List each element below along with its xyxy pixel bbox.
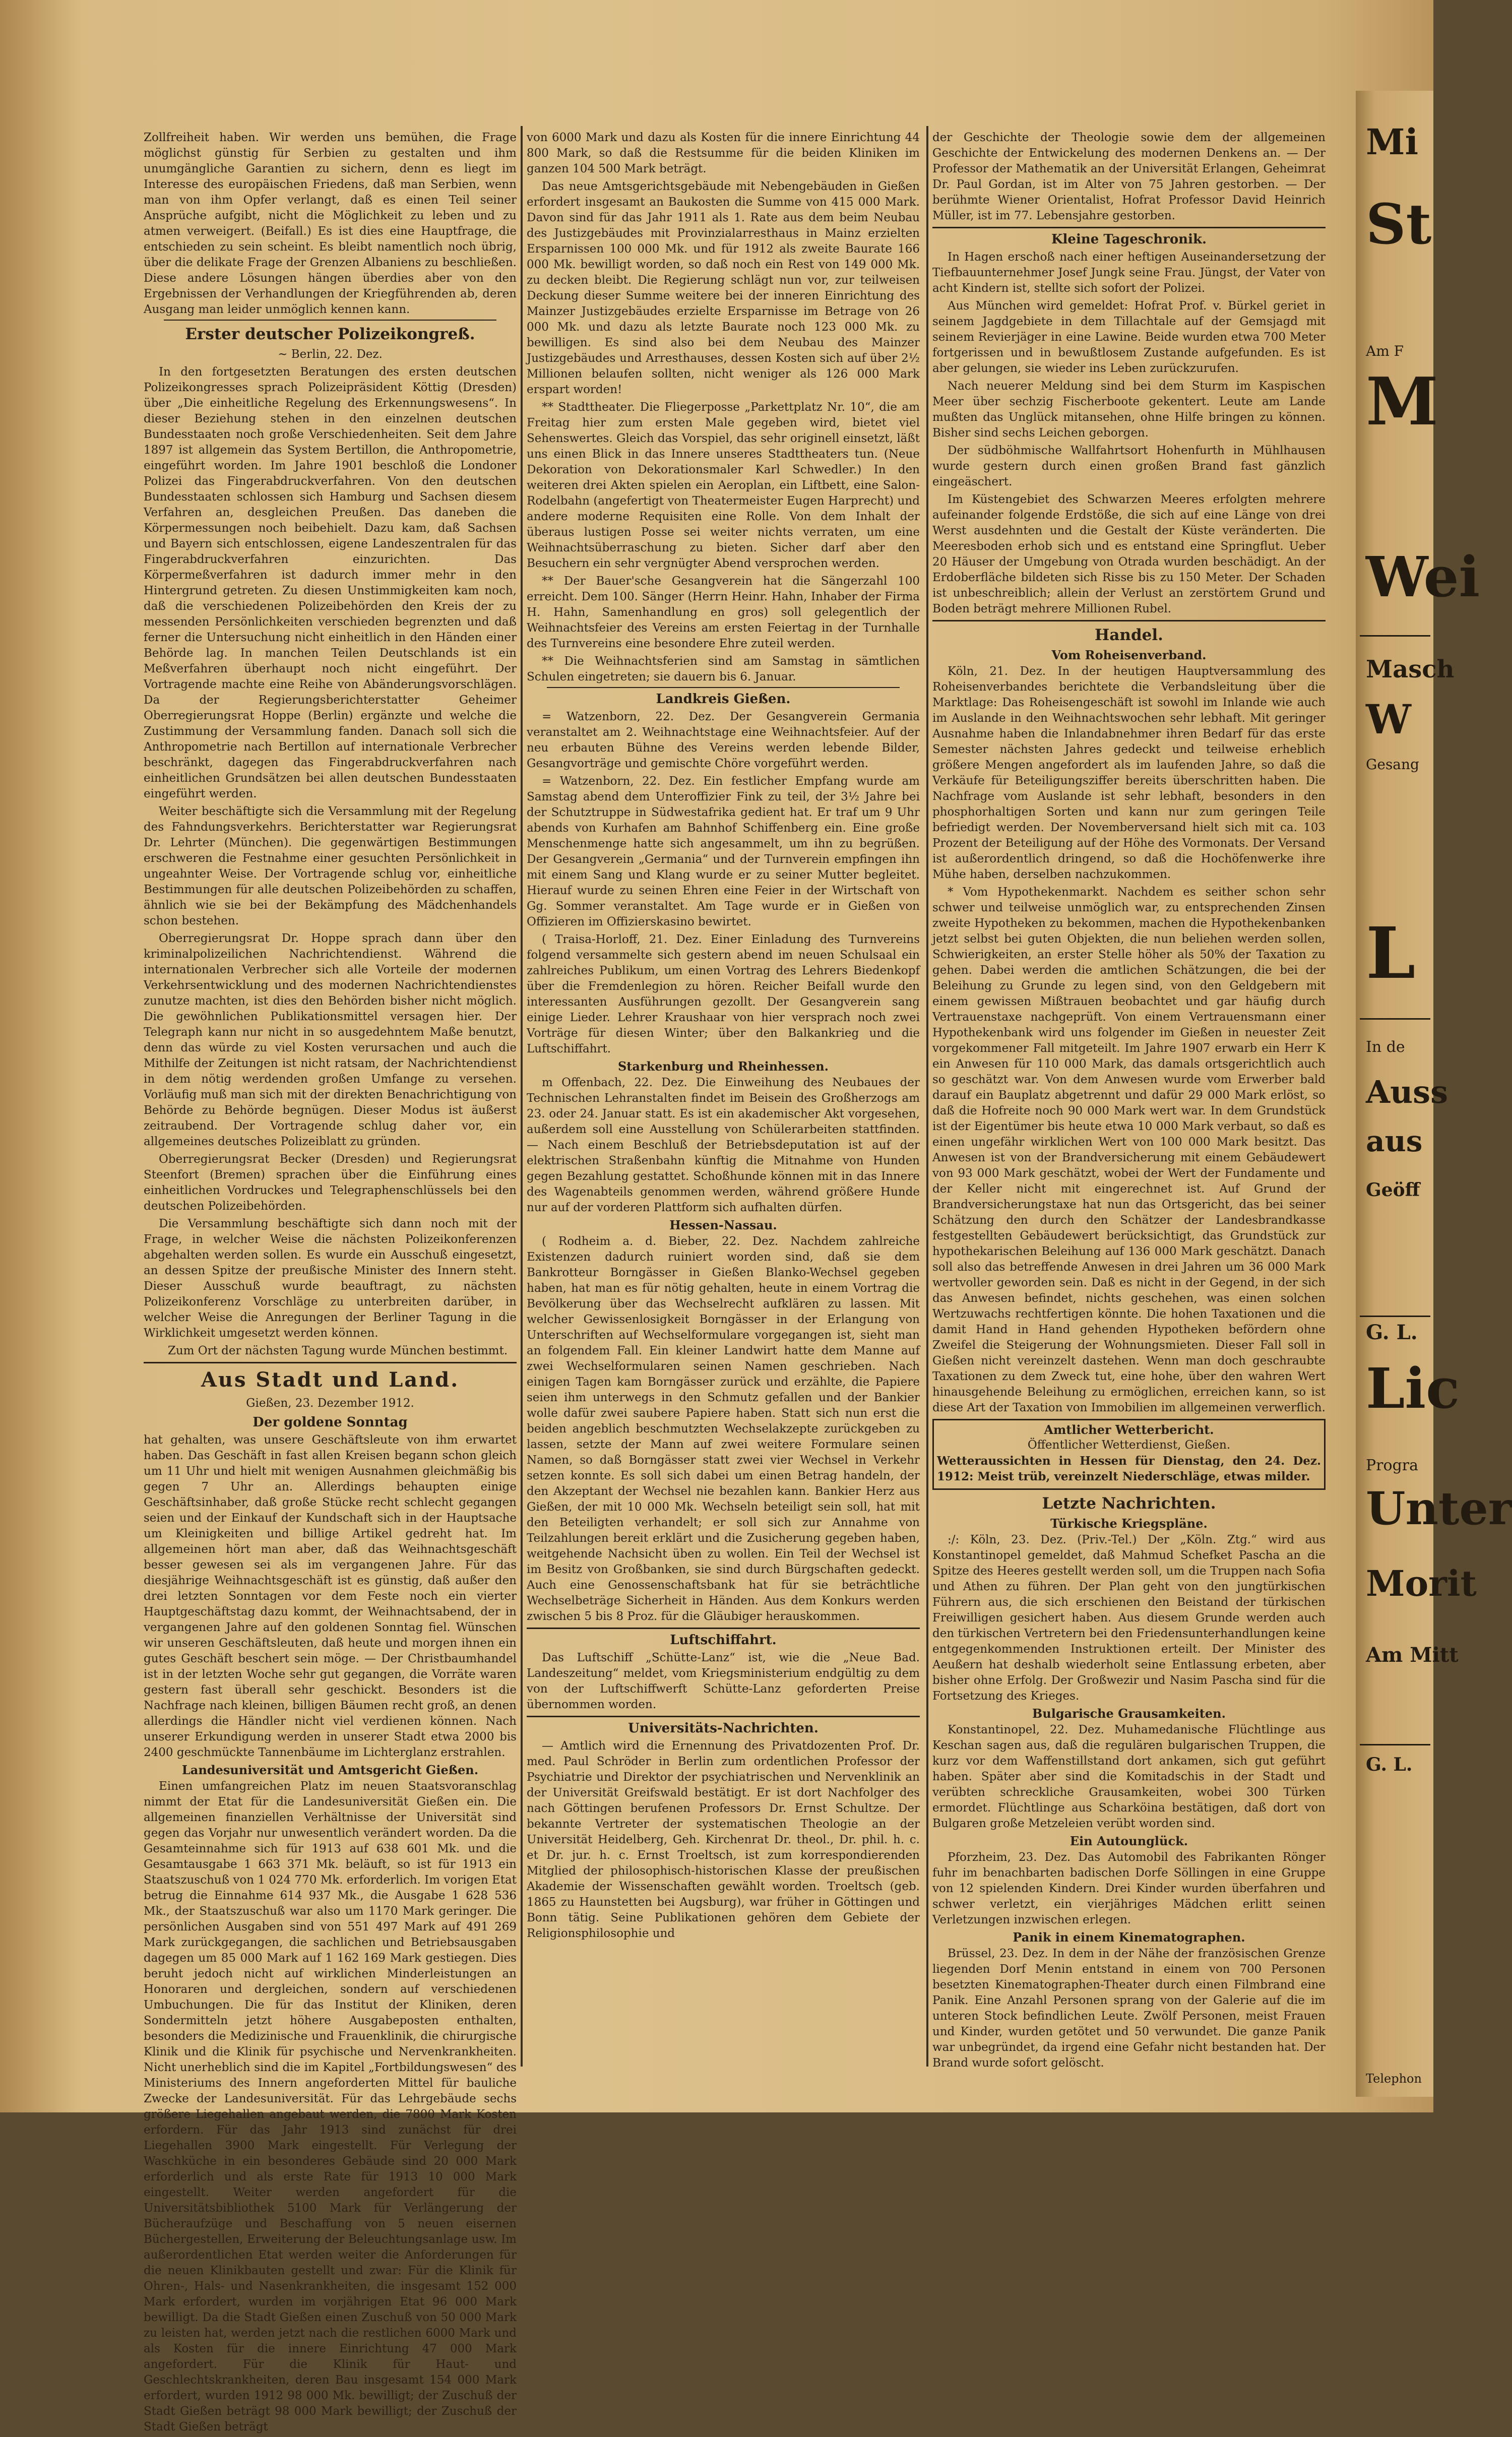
edge-text: Masch <box>1366 655 1455 683</box>
divider-thick <box>527 1628 920 1629</box>
edge-text: Progra <box>1366 1457 1419 1474</box>
col2-para-9: m Offenbach, 22. Dez. Die Einweihung des Neubaues der Technischen Lehranstalten findet im Beisein des Großherzogs am 23. oder 24. Januar statt. Es ist ein akademischer Akt vorgesehen, außerdem soll eine Ausstellung von Schülerarbeiten stattfinden. — Nach einem Beschluß der Betriebsdeputation ist auf der elektrischen Straßenbahn künftig die Mitnahme von Hunden gegen Bezahlung gestattet. Schoßhunde können mit in das Innere des Wagenabteils genommen werden, während größere Hunde nur auf der vorderen Plattform sich aufhalten dürfen. <box>527 1076 920 1214</box>
col2-para-8: ( Traisa-Horloff, 21. Dez. Einer Einladung des Turnvereins folgend versammelte sich gestern abend im neuen Schulsaal ein zahlreiches Publikum, um einen Vortrag des Lehrers Biedenkopf über die Fremdenlegion zu hören. Reicher Beifall wurde den interessanten Ausführungen gezollt. Der Gesangverein sang einige Lieder. Lehrer Kraushaar von hier versprach noch zwei Vorträge für diesen Winter; über den Balkankrieg und die Luftschiffahrt. <box>527 933 920 1055</box>
column-3 <box>932 130 1326 2073</box>
edge-text: M <box>1366 363 1438 440</box>
col3-para-12: Brüssel, 23. Dez. In dem in der Nähe der französischen Grenze liegenden Dorf Menin entstand in einem von 700 Personen besetzten Kinematographen-Theater durch einen Filmbrand eine Panik. Eine Anzahl Personen sprang von der Galerie auf die im unteren Stock befindlichen Leute. Zwölf Personen, meist Frauen und Kinder, wurden getötet und 50 verwundet. Die ganze Panik war unbegründet, da irgend eine Gefahr nicht bestanden hat. Der Brand wurde sofort gelöscht. <box>932 1947 1326 2070</box>
col3-para-3: Aus München wird gemeldet: Hofrat Prof. v. Bürkel geriet in seinem Jagdgebiete in dem Tillachtale auf der Gemsjagd mit seinem Revierjäger in eine Lawine. Beide wurden etwa 700 Meter fortgerissen und in bewußtlosem Zustande aufgefunden. Es ist aber gelungen, sie wieder ins Leben zurückzurufen. <box>932 299 1326 375</box>
col2-para-7: = Watzenborn, 22. Dez. Ein festlicher Empfang wurde am Samstag abend dem Unteroffizier Fink zu teil, der 3½ Jahre bei der Schutztruppe in Südwestafrika gedient hat. Er traf um 9 Uhr abends von Kurhafen am Bahnhof Schiffenberg ein. Eine große Menschenmenge hatte sich angesammelt, um ihn zu begrüßen. Der Gesangverein „Germania“ und der Turnverein empfingen ihn mit einem Sang und Klang wurde er zu seiner Mutter begleitet. Hierauf wurde zu seinen Ehren eine Feier in der Wirtschaft von Gg. Sommer veranstaltet. Am Tage wurde er in Gießen von Offizieren im Offizierskasino bewirtet. <box>527 775 920 928</box>
dateline-giessen: Gießen, 23. Dezember 1912. <box>246 1397 414 1410</box>
edge-text: Am F <box>1366 343 1404 359</box>
col3-para-8: * Vom Hypothekenmarkt. Nachdem es seither schon sehr schwer und teilweise unmöglich war, zu entsprechenden Zinsen zweite Hypotheken zu bekommen, machen die Hypothekenbanken jetzt selbst bei guten Objekten, die nun beliehen werden sollen, Schwierigkeiten, an erster Stelle höher als 50% der Taxation zu gehen. Dabei werden die amtlichen Schätzungen, die bei der Beleihung zu Grunde zu legen sind, von den Geldgebern mit einem gewissen Mißtrauen beobachtet und gar häufig durch Vertrauenstaxe nachgeprüft. Von einem Vertrauensmann einer Hypothekenbank wird uns folgender im Gießen in neuester Zeit vorgekommener Fall mitgeteilt. Im Jahre 1907 erwarb ein Herr K ein Anwesen für 110 000 Mark, das damals ortsgerichtlich auch so geschätzt war. Von dem Anwesen wurde vom Erwerber bald darauf ein Bauplatz abgetrennt und dafür 29 000 Mark erlöst, so daß die Hofreite noch 90 000 Mark wert war. In dem Grundstück ist der Eigentümer bis heute etwa 10 000 Mark verbaut, so daß es einen ungefähr wirklichen Wert von 100 000 Mark besitzt. Das Anwesen ist von der Brandversicherung mit einem Gebäudewert von 93 000 Mark geschätzt, wobei der Wert der Fundamente und der Keller nicht mit eingerechnet ist. Auf Grund der Brandversicherungstaxe hat nun das Ortsgericht, das bei seiner Schätzung den durch den Schätzer der Landesbrandkasse festgestellten Gebäudewert berücksichtigt, das Grundstück zur hypothekarischen Beleihung auf 136 000 Mark geschätzt. Danach soll also das betreffende Anwesen in drei Jahren um 36 000 Mark wertvoller geworden sein. Daß es nicht in der Gegend, in der sich das Anwesen befindet, nichts geschehen, was einen solchen Wertzuwachs rechtfertigen könnte. Die hohen Taxationen und die damit Hand in Hand gehenden Hypotheken befördern ohne Zweifel die Steigerung der Wohnungsmieten. Dieser Fall soll in Gießen nicht vereinzelt dastehen. Wenn man doch geschraubte Taxationen zu dem Zweck tut, eine hohe, über den wahren Wert hinausgehende Beleihung zu ermöglichen, erreichen kann, so ist diese Art der Taxation von Immobilien im allgemeinen verwerflich. <box>932 886 1326 1414</box>
headline-wetterbericht: Amtlicher Wetterbericht. <box>1044 1422 1214 1437</box>
edge-rule <box>1360 1744 1430 1745</box>
col2-para-12: — Amtlich wird die Ernennung des Privatdozenten Prof. Dr. med. Paul Schröder in Berlin zum ordentlichen Professor der Psychiatrie und Direktor der psychiatrischen und Nervenklinik an der Universität Greifswald bestätigt. Er ist dort Nachfolger des nach Göttingen berufenen Professors Dr. Ernst Schultze. Der bekannte Vertreter der systematischen Theologie an der Universität Heidelberg, Geh. Kirchenrat Dr. theol., Dr. phil. h. c. et Dr. jur. h. c. Ernst Troeltsch, ist zum korrespondierenden Mitglied der philosophisch-historischen Klasse der preußischen Akademie der Wissenschaften gewählt worden. Troeltsch (geb. 1865 zu Haunstetten bei Augsburg), war früher in Göttingen und Bonn tätig. Seine Publikationen gehören dem Gebiete der Religionsphilosophie und <box>527 1739 920 1940</box>
col3-para-1: der Geschichte der Theologie sowie dem der allgemeinen Geschichte der Entwickelung des modernen Denkens an. — Der Professor der Mathematik an der Universität Erlangen, Geheimrat Dr. Paul Gordan, ist im Alter von 75 Jahren gestorben. — Der berühmte Wiener Orientalist, Hofrat Professor David Heinrich Müller, ist im 77. Lebensjahre gestorben. <box>932 131 1326 222</box>
divider <box>547 687 900 688</box>
headline-roheisenverband: Vom Roheisenverband. <box>1051 648 1207 662</box>
edge-text: Mi <box>1366 121 1419 163</box>
col1-para-8: hat gehalten, was unsere Geschäftsleute von ihm erwartet haben. Das Geschäft in fast allen Kreisen begann schon gleich um 11 Uhr und hielt mit wenigen Ausnahmen gleichmäßig bis gegen 7 Uhr an. Allerdings behaupten einige Geschäftsinhaber, daß große Stücke recht schlecht gegangen seien und der Einkauf der Kundschaft sich in der Hauptsache um Kleinigkeiten und billige Artikel gedreht hat. Im allgemeinen hört man aber, daß das Weihnachtsgeschäft besser gewesen sei als im vergangenen Jahre. Für das diesjährige Weihnachtsgeschäft ist es günstig, daß außer den drei letzten Sonntagen vor dem Feste noch ein vierter Hauptgeschäftstag dazu kommt, der Weihnachtsabend, der in vergangenen Jahre auf den goldenen Sonntag fiel. Wünschen wir unseren Geschäftsleuten, daß heute und morgen ihnen ein gutes Geschäft beschert sein möge. — Der Christbaumhandel ist in der letzten Woche sehr gut gegangen, die Vorräte waren gestern fast überall sehr geschickt. Besonders ist die Nachfrage nach kleinen, billigen Bäumen recht groß, an denen allerdings die Händler nicht viel verdienen können. Nach unserer Erkundigung werden in unserer Stadt etwa 2000 bis 2400 geschmückte Tannenbäume im Lichterglanz erstrahlen. <box>144 1433 517 1759</box>
edge-text: Gesang <box>1366 756 1419 773</box>
headline-landkreis: Landkreis Gießen. <box>656 692 791 707</box>
col3-para-5: Der südböhmische Wallfahrtsort Hohenfurth in Mühlhausen wurde gestern durch einen großen Brand fast gänzlich eingeäschert. <box>932 444 1326 488</box>
col2-para-10: ( Rodheim a. d. Bieber, 22. Dez. Nachdem zahlreiche Existenzen dadurch ruiniert worden sind, daß sie dem Bankrotteur Borngässer in Gießen Blanko-Wechsel gegeben haben, hat man es für nötig gehalten, heute in einem Vortrag die Bevölkerung über das Wechselrecht aufklären zu lassen. Mit welcher Gewissenlosigkeit Borngässer in der Erlangung von Unterschriften auf Wechselformulare vorgegangen ist, sieht man an folgendem Fall. Ein kleiner Landwirt hatte dem Manne auf zwei Wechselformularen seinen Namen geschrieben. Nach einigen Tagen kam Borngässer zurück und erzählte, die Papiere seien ihm unterwegs in den Schmutz gefallen und der Bankier wolle dafür zwei saubere Papiere haben. Statt sich nun erst die beiden angeblich beschmutzten Wechselakzepte zurückgeben zu lassen, setzte der Mann auf zwei weitere Formulare seinen Namen, so daß Borngässer statt zwei vier Wechsel in Verkehr setzen konnte. Es soll sich dabei um einen Betrag handeln, der den Akzeptant der Wechsel nie bezahlen kann. Bankier Herz aus Gießen, der mit 10 000 Mk. Wechseln beteiligt sein soll, hat mit den Beteiligten verhandelt; er soll sich zur Annahme von Teilzahlungen bereit erklärt und die Zusicherung gegeben haben, weitgehende Nachsicht üben zu wollen. Ein Teil der Wechsel ist im Besitz von Großbanken, sie sind durch Bürgschaften gedeckt. Auch eine Genossenschaftsbank hat für sie beträchtliche Wechselbeträge Sicherheit in Händen. Aus dem Konkurs werden zwischen 5 bis 8 Proz. für die Gläubiger herauskommen. <box>527 1235 920 1623</box>
column-1 <box>144 130 517 2437</box>
divider-thick <box>932 620 1326 621</box>
col2-para-2: Das neue Amtsgerichtsgebäude mit Nebengebäuden in Gießen erfordert insgesamt an Baukosten die Summe von 415 000 Mark. Davon sind für das Jahr 1911 als 1. Rate aus dem beim Neubau des Justizgebäudes mit Provinzialarresthaus in Mainz erzielten Ersparnissen 100 000 Mk. und für 1912 als zweite Baurate 166 000 Mk. bewilligt worden, so daß noch ein Rest von 149 000 Mk. zu decken bleibt. Die Regierung schlägt nun vor, zur teilweisen Deckung dieser Summe weitere bei der inneren Einrichtung des Mainzer Justizgebäudes erzielte Ersparnisse im Betrage von 26 000 Mk. und dazu als letzte Baurate noch 123 000 Mk. zu bewilligen. Es sind also bei dem Neubau des Mainzer Justizgebäudes und Arresthauses, dessen Kosten sich auf über 2½ Millionen belaufen sollten, nicht weniger als 126 000 Mark erspart worden! <box>527 180 920 396</box>
col2-para-11: Das Luftschiff „Schütte-Lanz“ ist, wie die „Neue Bad. Landeszeitung“ meldet, vom Kriegsministerium endgültig zu dem von der Luftschiffwerft Schütte-Lanz geforderten Preise übernommen worden. <box>527 1651 920 1711</box>
section-handel: Handel. <box>1095 626 1163 644</box>
headline-grausamkeiten: Bulgarische Grausamkeiten. <box>1032 1706 1226 1721</box>
col1-para-serbia: Zollfreiheit haben. Wir werden uns bemühen, die Frage möglichst günstig für Serbien zu gestalten und ihm unumgängliche Garantien zu sichern, denn es liegt im Interesse des europäischen Friedens, daß man Serbien, wenn man von ihm Opfer verlangt, daß es einen Teil seiner Ansprüche aufgibt, nicht die Möglichkeit zu leben und zu atmen verweigert. (Beifall.) Es ist dies eine Hauptfrage, die entschieden zu sein scheint. Es bleibt namentlich noch übrig, über die delikate Frage der Grenzen Albaniens zu beschließen. Diese andere Lösungen hängen überdies aber von den Ergebnissen der Verhandlungen der Kriegführenden ab, deren Ausgang man leider unmöglich kennen kann. <box>144 131 517 316</box>
headline-luftschiffahrt: Luftschiffahrt. <box>670 1633 777 1648</box>
headline-goldene-sonntag: Der goldene Sonntag <box>253 1415 408 1430</box>
headline-kleine-tageschronik: Kleine Tageschronik. <box>1051 232 1207 247</box>
adjacent-page-edge <box>1356 91 1512 2097</box>
edge-text: Geöff <box>1366 1179 1420 1201</box>
col3-para-4: Nach neuerer Meldung sind bei dem Sturm im Kaspischen Meer über sechzig Fischerboote gekentert. Leute am Lande mußten das Unglück mitansehen, ohne Hilfe bringen zu können. Bisher sind sechs Leichen geborgen. <box>932 380 1326 440</box>
headline-panik: Panik in einem Kinematographen. <box>1013 1930 1245 1945</box>
edge-text: W <box>1366 696 1411 743</box>
edge-text: aus <box>1366 1124 1423 1158</box>
column-rule-1 <box>521 126 523 2067</box>
col1-para-6: Die Versammlung beschäftigte sich dann noch mit der Frage, in welcher Weise die nächsten Polizeikonferenzen abgehalten werden sollen. Es wurde ein Ausschuß eingesetzt, an dessen Spitze der preußische Minister des Innern steht. Dieser Ausschuß wurde beauftragt, zu nächsten Polizeikonferenz Vorschläge zu unterbreiten darüber, in welcher Weise die Anregungen der Berliner Tagung in die Wirklichkeit umgesetzt werden können. <box>144 1217 517 1340</box>
column-rule-2 <box>926 126 928 2067</box>
col1-para-3: Weiter beschäftigte sich die Versammlung mit der Regelung des Fahndungsverkehrs. Berichterstatter war Regierungsrat Dr. Lehrter (München). Die gegenwärtigen Bestimmungen erschweren die Festnahme einer gesuchten Persönlichkeit in ungeahnter Weise. Der Vortragende schlug vor, einheitliche Bestimmungen für alle deutschen Polizeibehörden zu schaffen, ähnlich wie sie bei der Bekämpfung des Mädchenhandels schon bestehen. <box>144 805 517 927</box>
col2-para-5: ** Die Weihnachtsferien sind am Samstag in sämtlichen Schulen eingetreten; sie dauern bis 6. Januar. <box>527 655 920 683</box>
edge-text: Telephon <box>1366 2072 1422 2086</box>
edge-rule <box>1360 1316 1430 1317</box>
weather-subtitle: Öffentlicher Wetterdienst, Gießen. <box>1027 1439 1231 1452</box>
col3-para-9: :/: Köln, 23. Dez. (Priv.-Tel.) Der „Köln. Ztg.“ wird aus Konstantinopel gemeldet, daß Mahmud Schefket Pascha an die Spitze des Heeres gestellt werden soll, um die Truppen nach Sofia und Athen zu führen. Der Plan geht von den jungtürkischen Führern aus, die sich erschienen den Beistand der türkischen Freiwilligen gesichert haben. Aus diesem Grunde werden auch den türkischen Vertretern bei den Friedensunterhandlungen keine entgegenkommenden Instruktionen erteilt. Der Minister des Aeußern hat deshalb wiederholt seine Entlassung erbeten, aber bisher ohne Erfolg. Der Großwezir und Nasim Pascha sind für die Fortsetzung des Krieges. <box>932 1533 1326 1703</box>
edge-text: G. L. <box>1366 1754 1413 1775</box>
headline-hessen-nassau: Hessen-Nassau. <box>669 1218 777 1232</box>
col1-para-7: Zum Ort der nächsten Tagung wurde München bestimmt. <box>167 1344 508 1357</box>
edge-text: Morit <box>1366 1563 1477 1604</box>
headline-universitaets-nachrichten: Universitäts-Nachrichten. <box>628 1721 818 1736</box>
headline-landesuniversitaet: Landesuniversität und Amtsgericht Gießen. <box>181 1763 479 1777</box>
edge-text: Unter <box>1366 1482 1512 1535</box>
weather-text: Wetteraussichten in Hessen für Dienstag, den 24. Dez. 1912: Meist trüb, vereinzelt Niederschläge, etwas milder. <box>937 1454 1321 1483</box>
col3-para-10: Konstantinopel, 22. Dez. Muhamedanische Flüchtlinge aus Keschan sagen aus, daß die regulären bulgarischen Truppen, die kurz vor dem Waffenstillstand dort ankamen, sich gut geführt haben. Später aber sind die Komitadschis in der Stadt und verübten schreckliche Grausamkeiten, wobei 300 Türken ermordet. Flüchtlinge aus Scharköina bestätigen, daß dort von Bulgaren große Metzeleien verübt worden sind. <box>932 1723 1326 1830</box>
edge-text: G. L. <box>1366 1321 1418 1344</box>
weather-box <box>932 1419 1326 1490</box>
divider-thick <box>527 1716 920 1717</box>
headline-kriegsplaene: Türkische Kriegspläne. <box>1050 1516 1208 1531</box>
col1-para-9: Einen umfangreichen Platz im neuen Staatsvoranschlag nimmt der Etat für die Landesuniversität Gießen ein. Die allgemeinen finanziellen Verhältnisse der Universität sind gegen das Vorjahr nur unwesentlich verändert worden. Da die Gesamteinnahme sich für 1913 auf 638 601 Mk. und die Gesamtausgabe 1 663 371 Mk. beläuft, so ist für 1913 ein Staatszuschuß von 1 024 770 Mk. erforderlich. Im vorigen Etat betrug die Einnahme 614 937 Mk., die Ausgabe 1 628 536 Mk., der Staatszuschuß war also um 1170 Mark geringer. Die persönlichen Ausgaben sind von 551 497 Mark auf 491 269 Mark zurückgegangen, die sachlichen und Betriebsausgaben dagegen um 85 000 Mark auf 1 162 169 Mark gestiegen. Dies beruht jedoch nicht auf wirklichen Minderleistungen an Honoraren und dergleichen, sondern auf verschiedenen Umbuchungen. Die für das Institut der Kliniken, deren Sondermitteln jetzt höhere Ausgabeposten enthalten, besonders die Medizinische und Frauenklinik, die chirurgische Klinik und die Klinik für psychische und Nervenkrankheiten. Nicht unerheblich sind die im Kapitel „Fortbildungswesen“ des Ministeriums des Innern angeforderten Mittel für bauliche Zwecke der Landesuniversität. Für das Lehrgebäude sechs größere Liegehallen angebaut werden, die 7800 Mark Kosten erfordern. Für das Jahr 1913 sind zunächst für drei Liegehallen 3900 Mark eingestellt. Für Verlegung der Waschküche in ein besonderes Gebäude sind 20 000 Mark erforderlich und als erste Rate für 1913 10 000 Mark eingestellt. Weiter werden angefordert für die Universitätsbibliothek 5100 Mark für Verlängerung der Bücheraufzüge und Beschaffung von 5 neuen eisernen Büchergestellen, Erweiterung der Beleuchtungsanlage usw. Im außerordentlichen Etat werden weiter die Anforderungen für die neuen Klinikbauten gestellt und zwar: Für die Klinik für Ohren-, Hals- und Nasenkrankheiten, die insgesamt 152 000 Mark erfordert, wurden im vorjährigen Etat 96 000 Mark bewilligt. Da die Stadt Gießen einen Zuschuß von 50 000 Mark zu leisten hat, werden jetzt nach die restlichen 6000 Mark und als Kosten für die innere Einrichtung 47 000 Mark angefordert. Für die Klinik für Haut- und Geschlechtskrankheiten, deren Bau insgesamt 154 000 Mark erfordert, wurden 1912 98 000 Mk. bewilligt; der Zuschuß der Stadt Gießen beträgt 98 000 Mark bewilligt; der Zuschuß der Stadt Gießen beträgt <box>144 1780 517 2433</box>
col2-para-4: ** Der Bauer'sche Gesangverein hat die Sängerzahl 100 erreicht. Dem 100. Sänger (Herrn Heinr. Hahn, Inhaber der Firma H. Hahn, Samenhandlung en gros) soll gelegentlich der Weihnachtsfeier des Vereins am ersten Feiertag in der Turnhalle des Turnvereins eine besondere Ehre zuteil werden. <box>527 575 920 650</box>
edge-text: L <box>1366 912 1416 995</box>
edge-rule <box>1360 1018 1430 1020</box>
edge-text: In de <box>1366 1038 1405 1056</box>
headline-autounglueck: Ein Autounglück. <box>1069 1834 1188 1848</box>
col2-para-3: ** Stadttheater. Die Fliegerposse „Parkettplatz Nr. 10“, die am Freitag hier zum ersten Male gegeben wird, bietet viel Sehenswertes. Gleich das Vorspiel, das sehr originell einsetzt, läßt uns einen Blick in das Innere unseres Stadttheaters tun. (Neue Dekoration von Dekorationsmaler Karl Schwedler.) In den weiteren drei Akten spielen ein Aeroplan, ein Liftbett, eine Salon-Rodelbahn (angefertigt von Theatermeister Eugen Harprecht) und andere moderne Requisiten eine Rolle. Von dem Inhalt der überaus lustigen Posse sei weiter nichts verraten, um eine Weihnachtsüberraschung zu bieten. Sicher darf aber den Besuchern ein sehr vergnügter Abend versprochen werden. <box>527 401 920 570</box>
section-aus-stadt-und-land: Aus Stadt und Land. <box>201 1368 460 1392</box>
edge-text: St <box>1366 192 1432 257</box>
divider-thick <box>144 1362 517 1363</box>
edge-text: Auss <box>1366 1074 1448 1110</box>
col2-para-6: = Watzenborn, 22. Dez. Der Gesangverein Germania veranstaltet am 2. Weihnachtstage eine Weihnachtsfeier. Auf der neu erbauten Bühne des Vereins werden lebende Bilder, Gesangvorträge und gemischte Chöre vorgeführt werden. <box>527 710 920 770</box>
headline-starkenburg: Starkenburg und Rheinhessen. <box>617 1059 829 1074</box>
edge-text: Am Mitt <box>1366 1643 1459 1667</box>
col3-para-11: Pforzheim, 23. Dez. Das Automobil des Fabrikanten Rönger fuhr im benachbarten badischen Dorfe Söllingen in eine Gruppe von 12 spielenden Kindern. Drei Kinder wurden überfahren und schwer verletzt, ein vierjähriges Mädchen erlitt seinen Verletzungen inzwischen erlegen. <box>932 1851 1326 1926</box>
edge-rule <box>1360 635 1430 637</box>
headline-polizeikongress: Erster deutscher Polizeikongreß. <box>185 325 475 343</box>
col3-para-6: Im Küstengebiet des Schwarzen Meeres erfolgten mehrere aufeinander folgende Erdstöße, die sich auf eine Länge von drei Werst ausdehnten und die Gestalt der Küste veränderten. Die Meeresboden erhob sich und es entstand eine Springflut. Ueber 20 Häuser der Umgebung von Otrada wurden beschädigt. An der Erdoberfläche bildeten sich Risse bis zu 150 Meter. Der Schaden ist unbeschreiblich; allein der Verlust an zerstörtem Grund und Boden beträgt mehrere Millionen Rubel. <box>932 493 1326 615</box>
edge-text: Lic <box>1366 1356 1460 1421</box>
dateline-berlin: ~ Berlin, 22. Dez. <box>278 348 383 361</box>
divider <box>164 320 496 321</box>
column-2 <box>527 130 920 1944</box>
col1-para-2: In den fortgesetzten Beratungen des ersten deutschen Polizeikongresses sprach Polizeipräsident Köttig (Dresden) über „Die einheitliche Regelung des Erkennungswesens“. In dieser Beziehung stehen in den einzelnen deutschen Bundesstaaten noch große Verschiedenheiten. Seit dem Jahre 1897 ist allgemein das System Bertillon, die Anthropometrie, eingeführt worden. Im Jahre 1901 beschloß die Londoner Polizei das Fingerabdruckverfahren. Von den deutschen Bundesstaaten schlossen sich Hamburg und Sachsen diesem Verfahren an, desgleichen Preußen. Das daneben die Körpermessungen noch beibehielt. Dazu kam, daß Sachsen und Bayern sich entschlossen, eigene Landeszentralen für das Fingerabdruckverfahren einzurichten. Das Körpermeßverfahren ist dadurch immer mehr in den Hintergrund getreten. Zu diesen Unstimmigkeiten kam noch, daß die verschiedenen Polizeibehörden den Kreis der zu messenden Persönlichkeiten verschieden begrenzten und daß ferner die Untersuchung nicht einheitlich in den Händen einer Behörde lag. In manchen Teilen Deutschlands ist ein Meßverfahren überhaupt noch nicht eingeführt. Der Vortragende machte eine Reihe von Abänderungsvorschlägen. Da der Regierungsberichterstatter Geheimer Oberregierungsrat Hoppe (Berlin) ergänzte und welche die Zustimmung der Versammlung fanden. Danach soll sich die Anthropometrie nach Bertillon auf internationale Verbrecher beschränkt, dagegen das Fingerabdruckverfahren nach einheitlichen Grundsätzen bei allen deutschen Bundesstaaten eingeführt werden. <box>144 365 517 800</box>
col3-para-2: In Hagen erschoß nach einer heftigen Auseinandersetzung der Tiefbauunternehmer Josef Jungk seine Frau. Jüngst, der Vater von acht Kindern ist, stellte sich sofort der Polizei. <box>932 251 1326 295</box>
edge-text: Wei <box>1366 544 1480 609</box>
col2-para-1: von 6000 Mark und dazu als Kosten für die innere Einrichtung 44 800 Mark, so daß die Restsumme für die beiden Kliniken im ganzen 104 500 Mark beträgt. <box>527 131 920 175</box>
col1-para-4: Oberregierungsrat Dr. Hoppe sprach dann über den kriminalpolizeilichen Nachrichtendienst. Während die internationalen Verbrecher sich alle Vorteile der modernen Verkehrsentwicklung und des modernen Nachrichtendienstes zunutze machten, ist dies den Behörden bisher nicht möglich. Die gewöhnlichen Publikationsmittel versagen hier. Der Telegraph kann nur nicht in so ausgedehntem Maße benutzt, denn das würde zu viel Kosten verursachen und auch die Mithilfe der Zeitungen ist nicht ratsam, der Nachrichtendienst in dem nötig werdenden großen Umfange zu versehen. Vorläufig muß man sich mit der direkten Benachrichtigung von Behörde zu Behörde begnügen. Dieser Modus ist äußerst zeitraubend. Der Vortragende schlug daher vor, ein allgemeines deutsches Polizeiblatt zu gründen. <box>144 932 517 1148</box>
section-letzte-nachrichten: Letzte Nachrichten. <box>1042 1494 1216 1513</box>
col3-para-7: Köln, 21. Dez. In der heutigen Hauptversammlung des Roheisenverbandes berichtete die Verbandsleitung über die Marktlage: Das Roheisengeschäft ist sowohl im Inlande wie auch im Auslande in den Weihnachtswochen sehr lebhaft. Mit geringer Ausnahme haben die Inlandabnehmer ihren Bedarf für das erste Semester nächsten Jahres gedeckt und teilweise erheblich größere Mengen angefordert als im laufenden Jahre, so daß die Verkäufe für Beteiligungsziffer bereits überschritten haben. Die Nachfrage vom Auslande ist sehr lebhaft, besonders in den phosphorhaltigen Sorten und kann nur zum geringen Teile befriedigt werden. Der Novemberversand hielt sich mit ca. 103 Prozent der Beteiligung auf der Höhe des Vormonats. Der Versand ist außerordentlich dringend, so daß die Hochöfenwerke ihre Mühe haben, derselben nachzukommen. <box>932 665 1326 881</box>
divider-thick <box>932 227 1326 228</box>
col1-para-5: Oberregierungsrat Becker (Dresden) und Regierungsrat Steenfort (Bremen) sprachen über die Einführung eines einheitlichen Vordruckes und Telegraphenschlüssels bei den deutschen Polizeibehörden. <box>144 1153 517 1213</box>
